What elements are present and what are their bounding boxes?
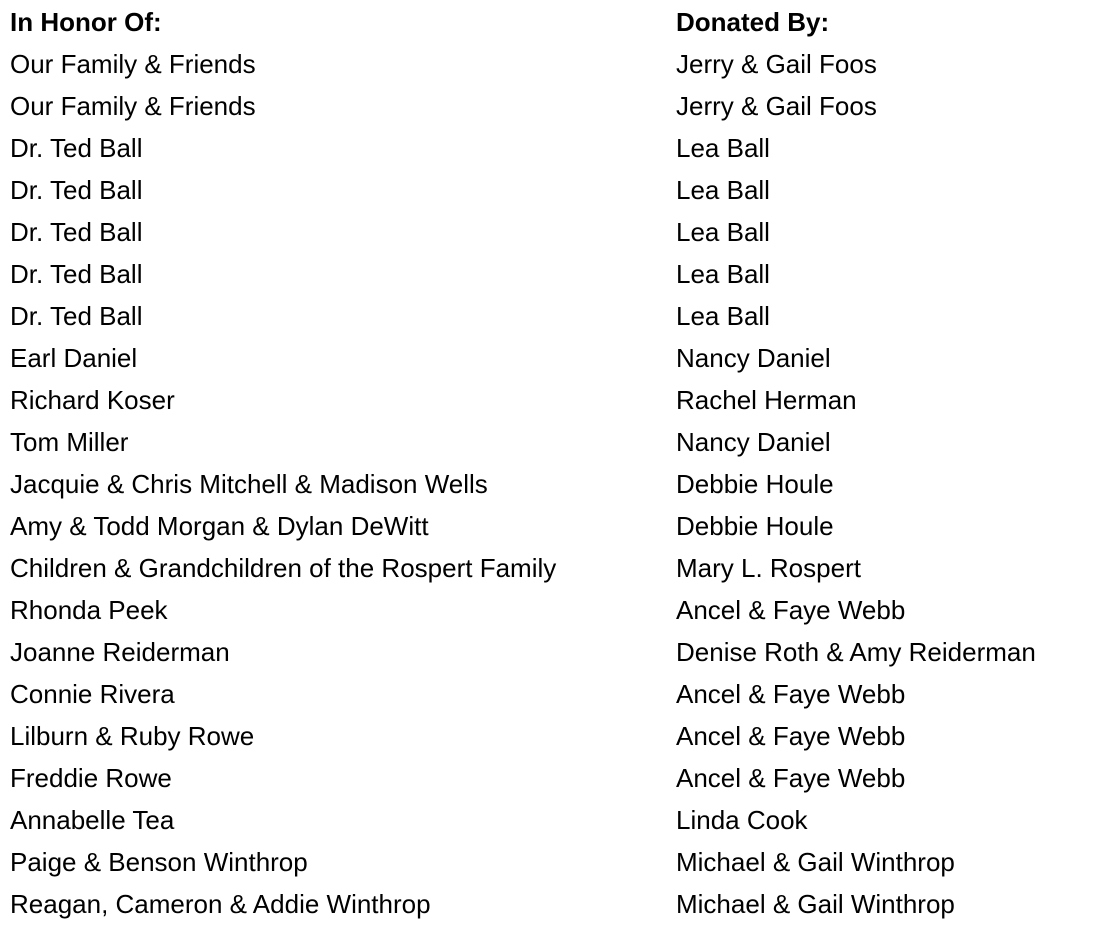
- donation-row: [10, 757, 1094, 799]
- donor-name: Lea Ball: [676, 259, 770, 289]
- donation-row: [10, 85, 1094, 127]
- honoree-name: Amy & Todd Morgan & Dylan DeWitt: [10, 511, 429, 541]
- donor-name: Mary L. Rospert: [676, 553, 861, 583]
- donation-row: [10, 421, 1094, 463]
- donation-list: [10, 1, 1094, 925]
- honoree-name: Jacquie & Chris Mitchell & Madison Wells: [10, 469, 488, 499]
- donor-name: Ancel & Faye Webb: [676, 721, 906, 751]
- donor-name: Debbie Houle: [676, 469, 834, 499]
- honoree-name: Dr. Ted Ball: [10, 217, 143, 247]
- donation-row: [10, 169, 1094, 211]
- donation-row: [10, 253, 1094, 295]
- donation-row: [10, 337, 1094, 379]
- donation-row: [10, 379, 1094, 421]
- donated-by-header: Donated By:: [676, 7, 830, 37]
- donor-name: Michael & Gail Winthrop: [676, 889, 955, 919]
- donor-name: Ancel & Faye Webb: [676, 679, 906, 709]
- donor-name: Ancel & Faye Webb: [676, 595, 906, 625]
- donor-name: Nancy Daniel: [676, 427, 831, 457]
- donation-row: [10, 505, 1094, 547]
- honoree-name: Reagan, Cameron & Addie Winthrop: [10, 889, 431, 919]
- honoree-name: Tom Miller: [10, 427, 129, 457]
- donation-row: [10, 43, 1094, 85]
- honoree-name: Rhonda Peek: [10, 595, 168, 625]
- donor-name: Jerry & Gail Foos: [676, 49, 877, 79]
- honoree-name: Earl Daniel: [10, 343, 138, 373]
- honoree-name: Dr. Ted Ball: [10, 259, 143, 289]
- donor-name: Lea Ball: [676, 133, 770, 163]
- honoree-name: Children & Grandchildren of the Rospert Family: [10, 553, 557, 583]
- donation-row: [10, 547, 1094, 589]
- honoree-name: Dr. Ted Ball: [10, 301, 143, 331]
- donation-row: [10, 841, 1094, 883]
- honoree-name: Lilburn & Ruby Rowe: [10, 721, 255, 751]
- donation-row: [10, 589, 1094, 631]
- honoree-name: Richard Koser: [10, 385, 175, 415]
- donation-row: [10, 799, 1094, 841]
- donor-name: Denise Roth & Amy Reiderman: [676, 637, 1036, 667]
- in-honor-of-header: In Honor Of:: [10, 7, 162, 37]
- donation-row: [10, 715, 1094, 757]
- donor-name: Michael & Gail Winthrop: [676, 847, 955, 877]
- donor-name: Lea Ball: [676, 217, 770, 247]
- donation-row: [10, 883, 1094, 925]
- honoree-name: Paige & Benson Winthrop: [10, 847, 308, 877]
- donation-row: [10, 127, 1094, 169]
- honoree-name: Joanne Reiderman: [10, 637, 230, 667]
- donation-row: [10, 295, 1094, 337]
- honoree-name: Our Family & Friends: [10, 91, 256, 121]
- donation-row: [10, 211, 1094, 253]
- donor-name: Jerry & Gail Foos: [676, 91, 877, 121]
- donor-name: Linda Cook: [676, 805, 808, 835]
- honoree-name: Freddie Rowe: [10, 763, 172, 793]
- honoree-name: Connie Rivera: [10, 679, 175, 709]
- donor-name: Lea Ball: [676, 175, 770, 205]
- donation-row: [10, 463, 1094, 505]
- donor-name: Ancel & Faye Webb: [676, 763, 906, 793]
- honoree-name: Annabelle Tea: [10, 805, 175, 835]
- donor-name: Rachel Herman: [676, 385, 857, 415]
- donor-name: Nancy Daniel: [676, 343, 831, 373]
- donor-name: Debbie Houle: [676, 511, 834, 541]
- header-row: [10, 1, 1094, 43]
- honoree-name: Dr. Ted Ball: [10, 133, 143, 163]
- donation-row: [10, 631, 1094, 673]
- donation-rows: [10, 43, 1094, 925]
- donation-row: [10, 673, 1094, 715]
- honoree-name: Our Family & Friends: [10, 49, 256, 79]
- honoree-name: Dr. Ted Ball: [10, 175, 143, 205]
- donor-name: Lea Ball: [676, 301, 770, 331]
